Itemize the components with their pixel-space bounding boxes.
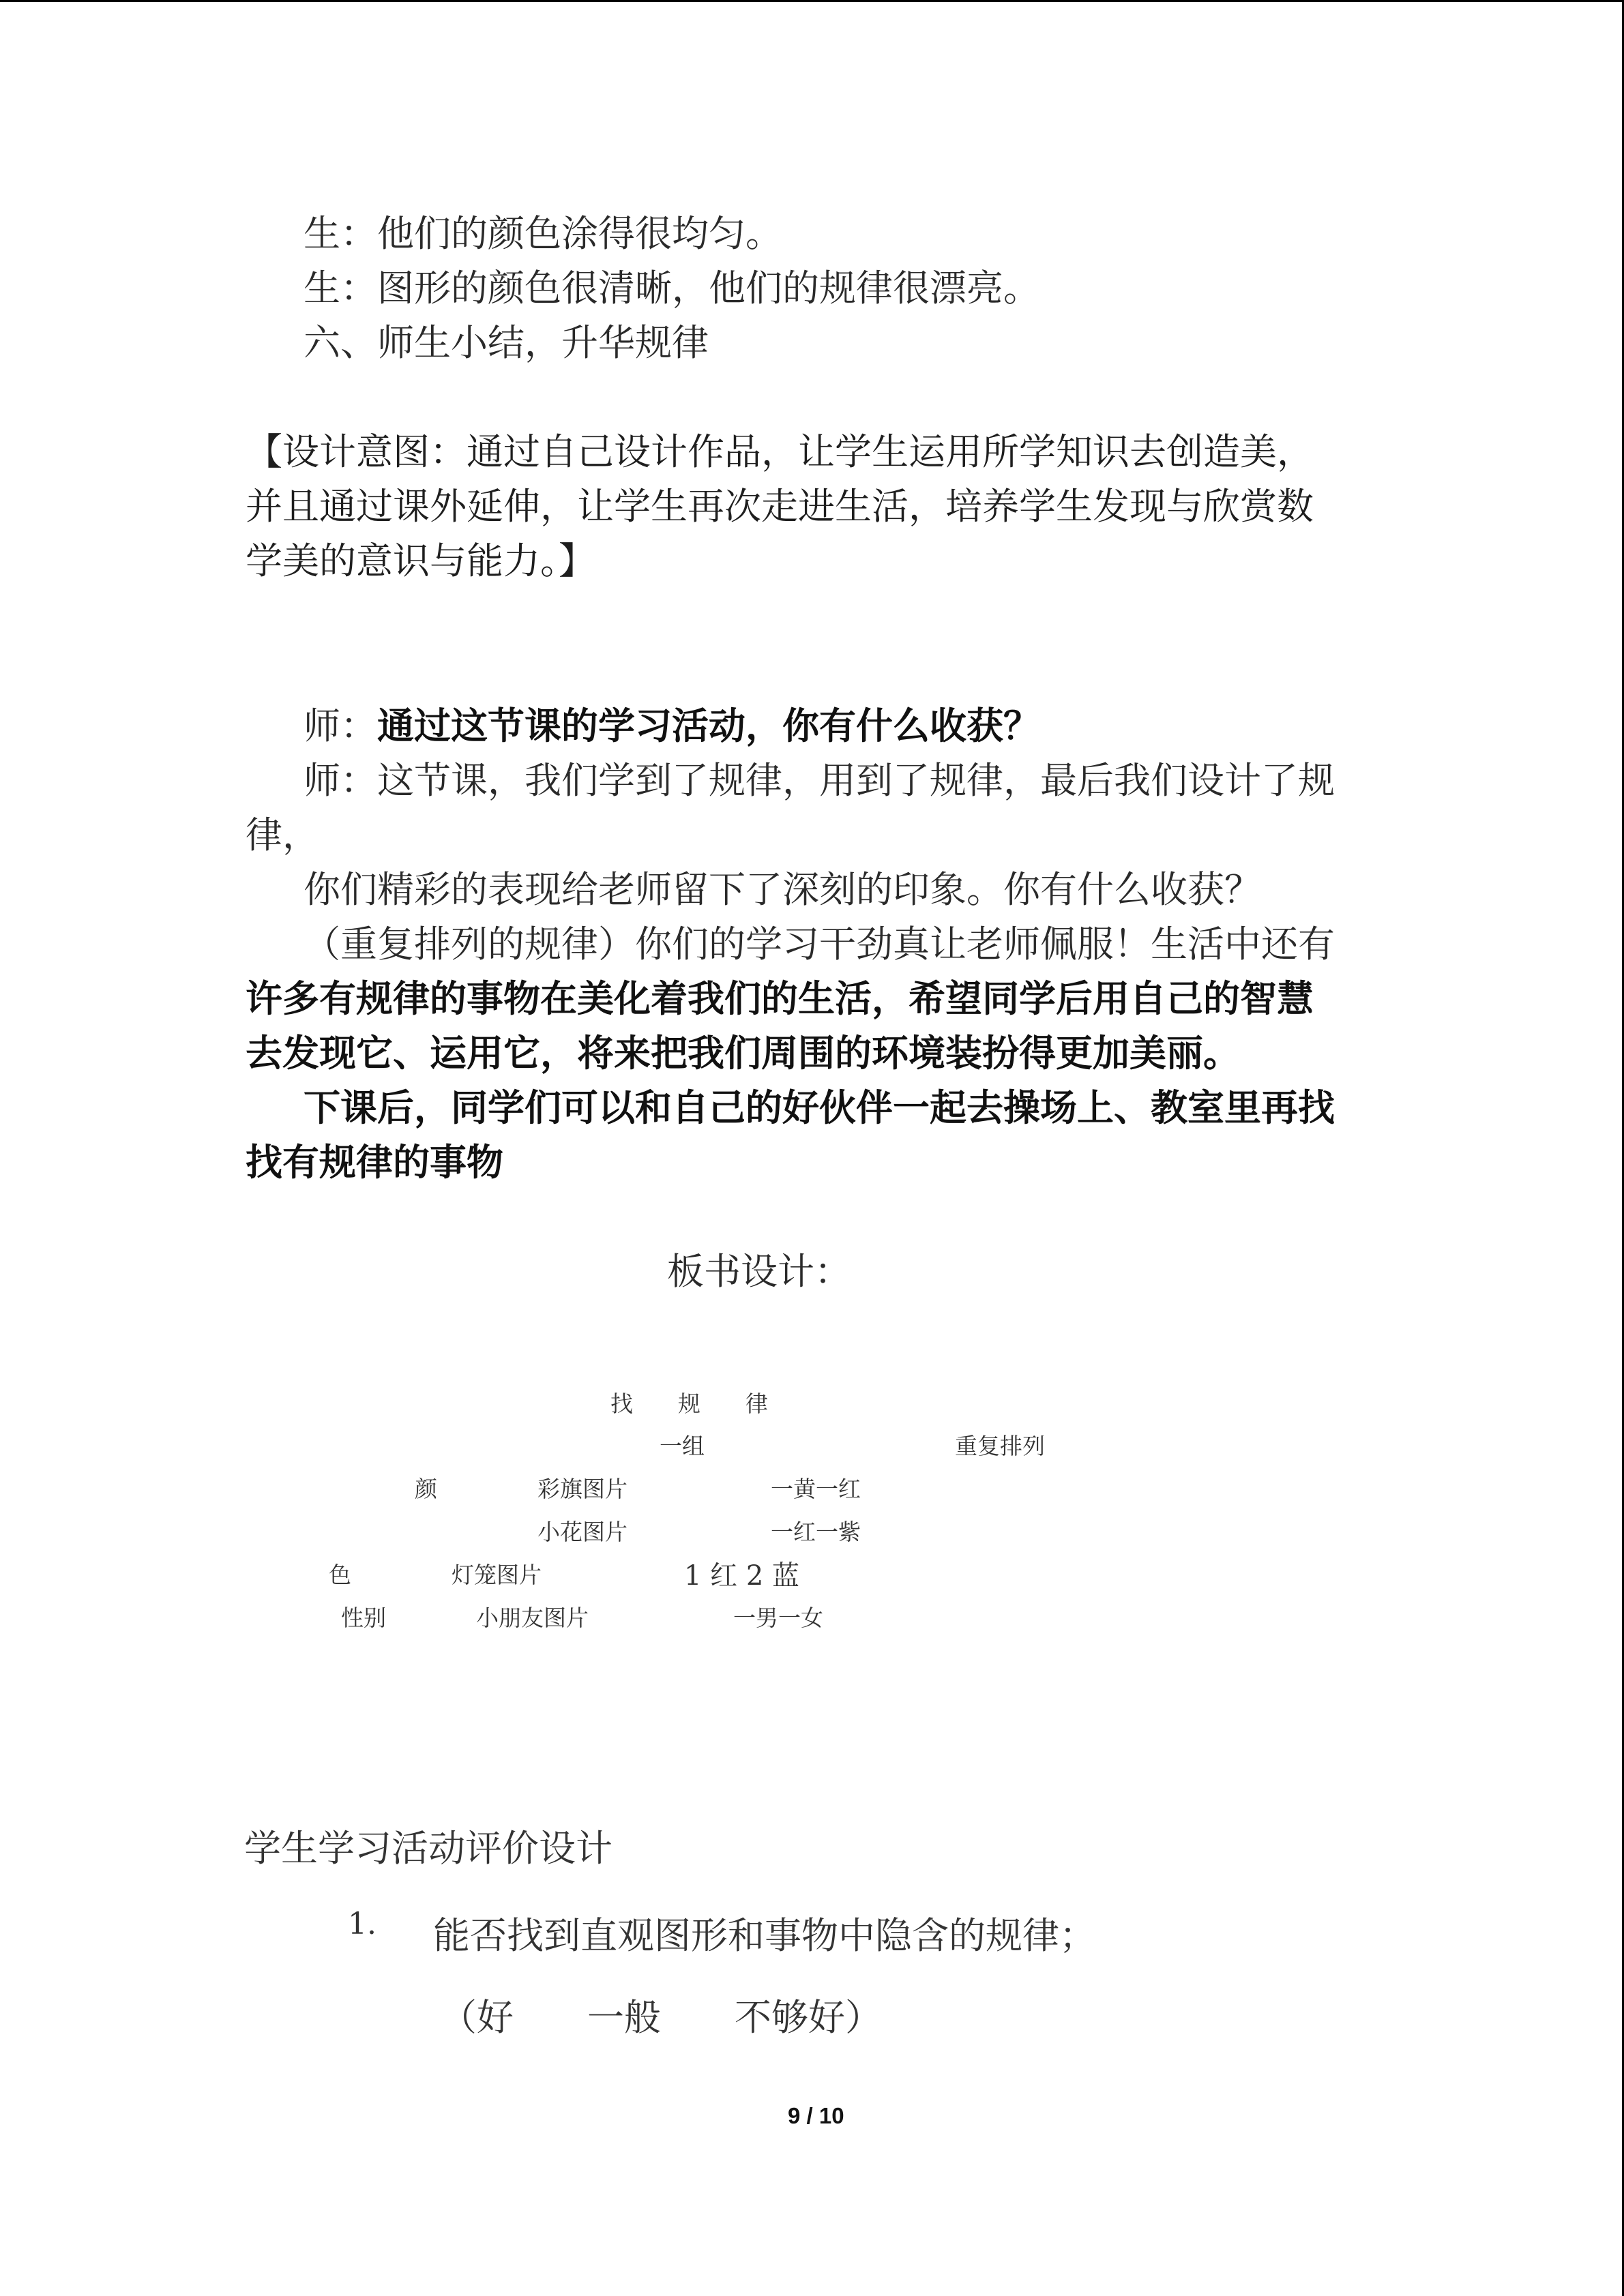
teacher-closing-line-2: 许多有规律的事物在美化着我们的生活，希望同学后用自己的智慧: [246, 977, 1314, 1020]
design-intent-line-3: 学美的意识与能力。】: [246, 539, 595, 582]
design-intent-line-2: 并且通过课外延伸，让学生再次走进生活，培养学生发现与欣赏数: [246, 485, 1314, 528]
homework-line-1: 下课后，同学们可以和自己的好伙伴一起去操场上、教室里再找: [304, 1086, 1335, 1129]
teacher-closing-line-3: 去发现它、运用它，将来把我们周围的环境装扮得更加美丽。: [246, 1032, 1240, 1075]
evaluation-title: 学生学习活动评价设计: [244, 1827, 612, 1870]
teacher-question-prefix: 师：: [304, 704, 377, 747]
page-number: 9 / 10: [788, 2103, 844, 2128]
evaluation-item-1-options: （好 一般 不够好）: [440, 1996, 882, 2039]
board-heading: 找 规 律: [610, 1390, 768, 1417]
teacher-question: [304, 697, 1040, 749]
board-flag-rule: 一黄一红: [771, 1476, 861, 1502]
evaluation-item-1-text: 能否找到直观图形和事物中隐含的规律；: [433, 1914, 1096, 1957]
board-flower-image: 小花图片: [537, 1519, 628, 1545]
board-kids-image: 小朋友图片: [476, 1605, 589, 1631]
teacher-summary-line-2: 律，: [246, 814, 319, 856]
teacher-praise: 你们精彩的表现给老师留下了深刻的印象。你有什么收获？: [304, 868, 1261, 911]
board-design-title: 板书设计：: [667, 1250, 851, 1293]
board-lantern-rule: 1 红 2 蓝: [684, 1560, 800, 1592]
board-flag-image: 彩旗图片: [537, 1476, 628, 1502]
teacher-closing-line-1: （重复排列的规律）你们的学习干劲真让老师佩服！生活中还有: [304, 923, 1335, 966]
student-remark-1: 生：他们的颜色涂得很均匀。: [304, 212, 782, 255]
teacher-summary-line-1: 师：这节课，我们学到了规律，用到了规律，最后我们设计了规: [304, 759, 1335, 802]
board-flower-rule: 一红一紫: [771, 1519, 861, 1545]
student-remark-2: 生：图形的颜色很清晰，他们的规律很漂亮。: [304, 267, 1040, 310]
board-group-label: 一组: [660, 1433, 705, 1459]
board-repeat-label: 重复排列: [955, 1433, 1045, 1459]
homework-line-2: 找有规律的事物: [246, 1141, 503, 1184]
design-intent-line-1: 【设计意图：通过自己设计作品，让学生运用所学知识去创造美，: [246, 430, 1314, 473]
board-gender-label: 性别: [341, 1605, 386, 1631]
section-six-heading: 六、师生小结，升华规律: [304, 321, 709, 364]
board-kids-rule: 一男一女: [733, 1605, 823, 1631]
board-lantern-image: 灯笼图片: [452, 1562, 542, 1588]
top-border: [0, 0, 1624, 2]
board-color-char-2: 色: [329, 1562, 351, 1588]
board-color-char-1: 颜: [415, 1476, 437, 1502]
evaluation-item-1-number: 1.: [348, 1907, 377, 1941]
teacher-question-text: 通过这节课的学习活动，你有什么收获？: [377, 704, 1040, 747]
